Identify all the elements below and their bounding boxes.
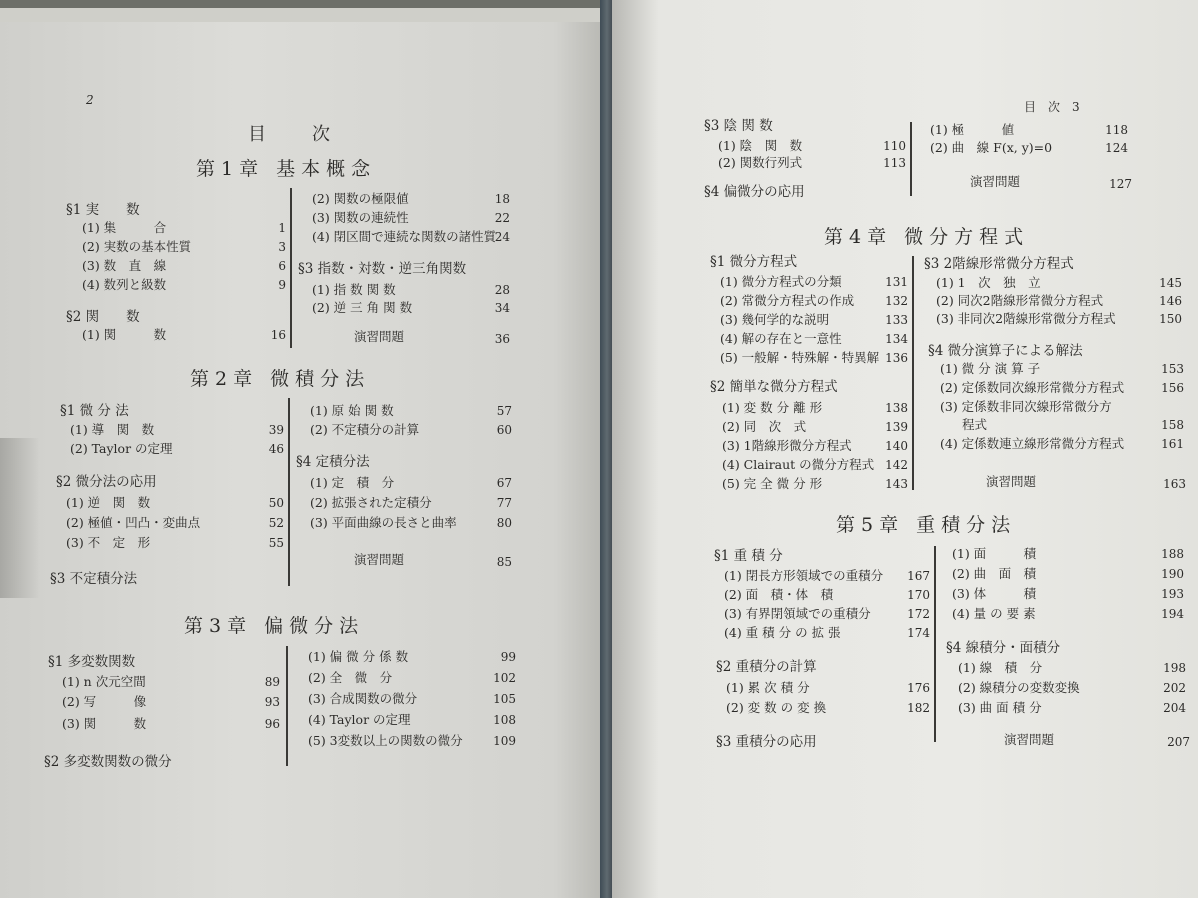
page-ref: 18 — [494, 192, 510, 206]
page-ref: 142 — [885, 458, 908, 472]
page-ref: 24 — [494, 230, 510, 244]
section-heading: §4 偏微分の応用 — [704, 184, 805, 200]
page-ref: 105 — [493, 692, 516, 706]
page-ref: 36 — [494, 332, 510, 346]
toc-item: (1) 閉長方形領域での重積分 — [724, 568, 884, 583]
toc-item: (1) 逆 関 数 — [66, 495, 151, 510]
page-ref: 6 — [278, 259, 286, 273]
toc-item: (1) 面 積 — [952, 546, 1037, 561]
page-ref: 110 — [883, 139, 906, 153]
column-divider — [912, 256, 914, 490]
toc-item: (4) 量 の 要 素 — [952, 606, 1036, 621]
section-heading: §2 関 数 — [66, 309, 140, 325]
page-ref: 93 — [264, 695, 280, 709]
page-ref: 146 — [1159, 294, 1182, 308]
page-ref: 190 — [1161, 567, 1184, 581]
toc-item: (1) 導 関 数 — [70, 422, 155, 437]
page-ref: 96 — [264, 717, 280, 731]
toc-item: (1) 微分方程式の分類 — [720, 274, 842, 289]
page-ref: 9 — [278, 278, 286, 292]
toc-item: (1) 1 次 独 立 — [936, 275, 1041, 290]
exercise-heading: 演習問題 — [970, 174, 1021, 189]
section-heading: §4 線積分・面積分 — [946, 640, 1061, 656]
toc-item: (2) 定係数同次線形常微分方程式 — [940, 380, 1125, 395]
page-ref: 167 — [907, 569, 930, 583]
page-ref: 204 — [1163, 701, 1186, 715]
right-page — [612, 0, 1198, 898]
page-ref: 50 — [268, 496, 284, 510]
section-heading: §2 微分法の応用 — [56, 474, 157, 490]
toc-item: (3) 体 積 — [952, 586, 1037, 601]
toc-item: (3) 数 直 線 — [82, 258, 167, 273]
page-ref: 139 — [885, 420, 908, 434]
toc-item: (2) 拡張された定積分 — [310, 495, 432, 510]
toc-item: (4) 解の存在と一意性 — [720, 331, 842, 346]
toc-item: (5) 完 全 微 分 形 — [722, 476, 823, 491]
column-divider — [910, 122, 912, 196]
toc-item: (1) 集 合 — [82, 220, 167, 235]
toc-item: (4) Taylor の定理 — [308, 712, 411, 727]
toc-item: (1) 累 次 積 分 — [726, 680, 810, 695]
toc-item: (1) 線 積 分 — [958, 660, 1043, 675]
toc-item: (2) 常微分方程式の作成 — [720, 293, 855, 308]
section-heading: §1 実 数 — [66, 202, 140, 218]
page-ref: 172 — [907, 607, 930, 621]
toc-item: (3) 関 数 — [62, 716, 147, 731]
page-ref: 108 — [493, 713, 516, 727]
page-shadow — [0, 438, 40, 598]
section-heading: §2 簡単な微分方程式 — [710, 379, 838, 395]
toc-item: (2) 不定積分の計算 — [310, 422, 420, 437]
page-ref: 132 — [885, 294, 908, 308]
book-edge — [0, 8, 602, 22]
page-header: 目 次 3 — [1024, 100, 1080, 114]
page-ref: 60 — [496, 423, 512, 437]
toc-item: (3) 有界閉領域での重積分 — [724, 606, 871, 621]
section-heading: §2 重積分の計算 — [716, 659, 817, 675]
toc-title: 目 次 — [248, 124, 344, 145]
toc-item: (1) 関 数 — [82, 327, 167, 342]
page-ref: 188 — [1161, 547, 1184, 561]
toc-item: 程式 — [962, 417, 988, 432]
toc-item: (2) 面 積・体 積 — [724, 587, 834, 602]
page-ref: 118 — [1105, 123, 1128, 137]
toc-item: (5) 一般解・特殊解・特異解 — [720, 350, 880, 365]
section-heading: §1 重 積 分 — [714, 548, 783, 564]
section-heading: §3 重積分の応用 — [716, 734, 817, 750]
page-ref: 170 — [907, 588, 930, 602]
toc-item: (2) 関数行列式 — [718, 155, 803, 170]
page-ref: 198 — [1163, 661, 1186, 675]
toc-item: (1) 原 始 関 数 — [310, 403, 394, 418]
toc-item: (3) 幾何学的な説明 — [720, 312, 830, 327]
page-ref: 1 — [278, 221, 286, 235]
section-heading: §1 多変数関数 — [48, 654, 136, 670]
page-ref: 89 — [264, 675, 280, 689]
page-ref: 55 — [268, 536, 284, 550]
page-ref: 140 — [885, 439, 908, 453]
page-ref: 163 — [1163, 477, 1186, 491]
toc-item: (2) 逆 三 角 関 数 — [312, 300, 413, 315]
toc-item: (2) 実数の基本性質 — [82, 239, 192, 254]
section-heading: §1 微 分 法 — [60, 403, 129, 419]
left-page — [0, 8, 602, 898]
page-ref: 145 — [1159, 276, 1182, 290]
section-heading: §3 2階線形常微分方程式 — [924, 256, 1074, 272]
toc-item: (1) 指 数 関 数 — [312, 282, 396, 297]
page-ref: 3 — [278, 240, 286, 254]
page-ref: 67 — [496, 476, 512, 490]
toc-item: (1) n 次元空間 — [62, 674, 146, 689]
chapter-title: 第4章 微分方程式 — [824, 226, 1030, 248]
page-ref: 143 — [885, 477, 908, 491]
page-ref: 150 — [1159, 312, 1182, 326]
page-ref: 34 — [494, 301, 510, 315]
toc-item: (2) 全 微 分 — [308, 670, 393, 685]
page-ref: 133 — [885, 313, 908, 327]
toc-item: (3) 1階線形微分方程式 — [722, 438, 852, 453]
toc-item: (3) 非同次2階線形常微分方程式 — [936, 311, 1116, 326]
toc-item: (1) 定 積 分 — [310, 475, 395, 490]
page-ref: 136 — [885, 351, 908, 365]
section-heading: §2 多変数関数の微分 — [44, 754, 172, 770]
exercise-heading: 演習問題 — [986, 474, 1037, 489]
column-divider — [288, 398, 290, 586]
page-ref: 202 — [1163, 681, 1186, 695]
toc-item: (2) 曲 線 F(x, y)=0 — [930, 140, 1053, 155]
page-ref: 156 — [1161, 381, 1184, 395]
page-ref: 153 — [1161, 362, 1184, 376]
toc-item: (2) 極値・凹凸・変曲点 — [66, 515, 201, 530]
page-ref: 161 — [1161, 437, 1184, 451]
exercise-heading: 演習問題 — [354, 329, 405, 344]
chapter-title: 第1章 基本概念 — [196, 158, 377, 180]
toc-item: (2) 同 次 式 — [722, 419, 807, 434]
page-ref: 46 — [268, 442, 284, 456]
page-ref: 194 — [1161, 607, 1184, 621]
toc-item: (3) 合成関数の微分 — [308, 691, 418, 706]
column-divider — [290, 188, 292, 348]
section-heading: §3 陰 関 数 — [704, 118, 773, 134]
page-ref: 182 — [907, 701, 930, 715]
page-ref: 124 — [1105, 141, 1128, 155]
page-ref: 109 — [493, 734, 516, 748]
toc-item: (3) 平面曲線の長さと曲率 — [310, 515, 457, 530]
section-heading: §4 定積分法 — [296, 454, 370, 470]
page-ref: 174 — [907, 626, 930, 640]
section-heading: §3 不定積分法 — [50, 571, 138, 587]
page-ref: 138 — [885, 401, 908, 415]
toc-item: (2) 同次2階線形常微分方程式 — [936, 293, 1104, 308]
toc-item: (2) Taylor の定理 — [70, 441, 173, 456]
page-ref: 158 — [1161, 418, 1184, 432]
toc-item: (4) 数列と級数 — [82, 277, 167, 292]
toc-item: (1) 微 分 演 算 子 — [940, 361, 1041, 376]
toc-item: (3) 曲 面 積 分 — [958, 700, 1042, 715]
section-heading: §4 微分演算子による解法 — [928, 343, 1083, 359]
page-ref: 28 — [494, 283, 510, 297]
section-heading: §1 微分方程式 — [710, 254, 798, 270]
column-divider — [934, 546, 936, 742]
page-ref: 207 — [1167, 735, 1190, 749]
toc-item: (1) 偏 微 分 係 数 — [308, 649, 409, 664]
page-ref: 102 — [493, 671, 516, 685]
page-ref: 193 — [1161, 587, 1184, 601]
chapter-title: 第2章 微積分法 — [190, 368, 371, 390]
toc-item: (4) 重 積 分 の 拡 張 — [724, 625, 841, 640]
toc-item: (5) 3変数以上の関数の微分 — [308, 733, 463, 748]
page-ref: 99 — [500, 650, 516, 664]
page-ref: 39 — [268, 423, 284, 437]
toc-item: (1) 極 値 — [930, 122, 1015, 137]
toc-item: (4) Clairaut の微分方程式 — [722, 457, 875, 472]
page-ref: 127 — [1109, 177, 1132, 191]
toc-item: (2) 曲 面 積 — [952, 566, 1037, 581]
page-ref: 16 — [270, 328, 286, 342]
page-ref: 52 — [268, 516, 284, 530]
toc-item: (1) 変 数 分 離 形 — [722, 400, 823, 415]
page-ref: 77 — [496, 496, 512, 510]
toc-item: (2) 関数の極限値 — [312, 191, 409, 206]
toc-item: (4) 閉区間で連続な関数の諸性質 — [312, 229, 497, 244]
toc-item: (1) 陰 関 数 — [718, 138, 803, 153]
page-ref: 176 — [907, 681, 930, 695]
page-ref: 131 — [885, 275, 908, 289]
page-ref: 113 — [883, 156, 906, 170]
page-ref: 134 — [885, 332, 908, 346]
section-heading: §3 指数・対数・逆三角関数 — [298, 261, 467, 277]
toc-item: (4) 定係数連立線形常微分方程式 — [940, 436, 1125, 451]
exercise-heading: 演習問題 — [1004, 732, 1055, 747]
toc-item: (2) 変 数 の 変 換 — [726, 700, 827, 715]
page-ref: 80 — [496, 516, 512, 530]
chapter-title: 第3章 偏微分法 — [184, 615, 365, 637]
page-number: 2 — [86, 93, 94, 107]
page-ref: 57 — [496, 404, 512, 418]
page-ref: 22 — [494, 211, 510, 225]
column-divider — [286, 646, 288, 766]
toc-item: (3) 不 定 形 — [66, 535, 151, 550]
chapter-title: 第5章 重積分法 — [836, 514, 1017, 536]
toc-item: (3) 定係数非同次線形常微分方 — [940, 399, 1112, 414]
page-ref: 85 — [496, 555, 512, 569]
toc-item: (2) 線積分の変数変換 — [958, 680, 1080, 695]
toc-item: (2) 写 像 — [62, 694, 147, 709]
exercise-heading: 演習問題 — [354, 552, 405, 567]
toc-item: (3) 関数の連続性 — [312, 210, 409, 225]
